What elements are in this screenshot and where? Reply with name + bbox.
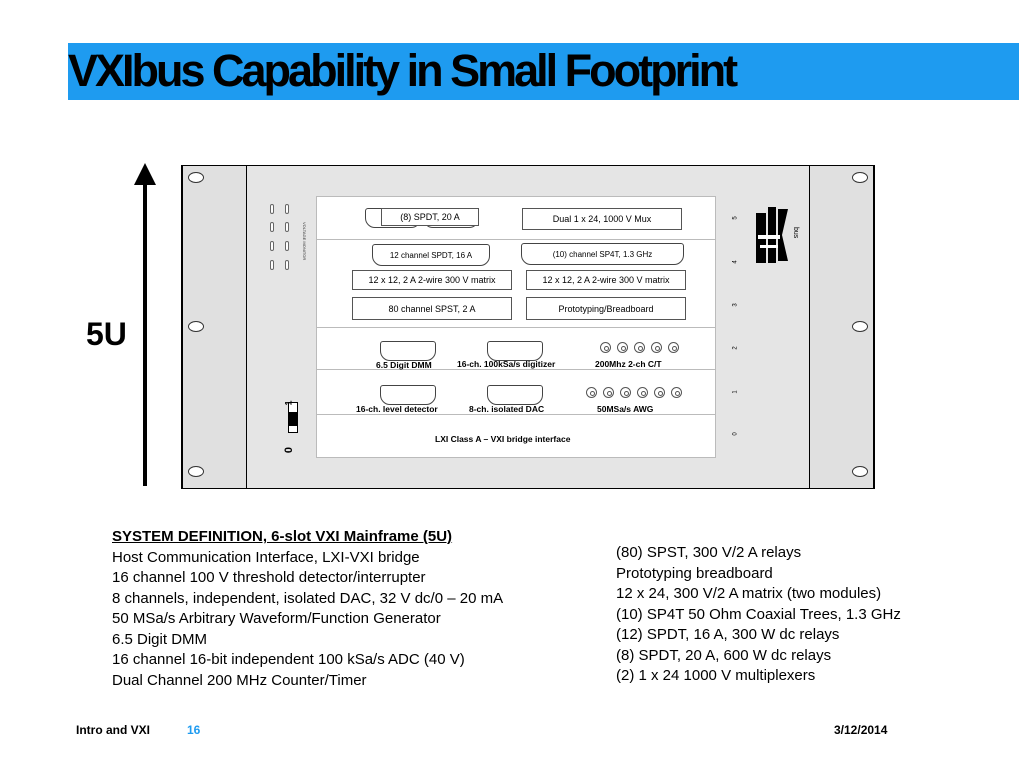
- module-dmm: 6.5 Digit DMM: [376, 360, 432, 370]
- mount-hole-icon: [852, 172, 868, 183]
- module-proto: Prototyping/Breadboard: [526, 297, 686, 320]
- system-item: 8 channels, independent, isolated DAC, 32 V dc/0 – 20 mA: [112, 589, 504, 607]
- mount-hole-icon: [188, 172, 204, 183]
- module-awg: 50MSa/s AWG: [597, 404, 654, 414]
- mount-hole-icon: [188, 321, 204, 332]
- led-icon: [270, 260, 274, 270]
- footer-section-title: Intro and VXI: [76, 723, 151, 737]
- system-item: Dual Channel 200 MHz Counter/Timer: [112, 671, 367, 689]
- dsub-connector-icon: [380, 385, 436, 405]
- height-arrow-line: [143, 180, 147, 486]
- system-definition-heading: SYSTEM DEFINITION, 6-slot VXI Mainframe (5U): [112, 528, 453, 545]
- bnc-connector-icon: [668, 342, 679, 353]
- module-spdt-16a: 12 channel SPDT, 16 A: [372, 244, 490, 266]
- slot-divider: [316, 414, 716, 415]
- dsub-connector-icon: [487, 341, 543, 361]
- slide-title: VXIbus Capability in Small Footprint: [68, 45, 736, 96]
- switch-knob: [289, 412, 297, 426]
- module-dac: 8-ch. isolated DAC: [469, 404, 545, 414]
- bnc-connector-icon: [617, 342, 628, 353]
- bnc-connector-icon: [603, 387, 614, 398]
- module-level-detector: 16-ch. level detector: [356, 404, 438, 414]
- dsub-connector-icon: [380, 341, 436, 361]
- system-item: 50 MSa/s Arbitrary Waveform/Function Generator: [112, 610, 441, 627]
- led-icon: [270, 222, 274, 232]
- relay-item: (10) SP4T 50 Ohm Coaxial Trees, 1.3 GHz: [616, 605, 901, 623]
- bnc-connector-icon: [620, 387, 631, 398]
- relay-item: 12 x 24, 300 V/2 A matrix (two modules): [616, 585, 882, 602]
- power-switch[interactable]: [288, 402, 298, 433]
- led-icon: [270, 204, 274, 214]
- bnc-connector-icon: [600, 342, 611, 353]
- led-icon: [285, 260, 289, 270]
- footer-page-number: 16: [187, 723, 201, 737]
- system-definition: [112, 527, 503, 691]
- footer-date: 3/12/2014: [834, 723, 888, 737]
- relay-item: (2) 1 x 24 1000 V multiplexers: [616, 667, 816, 684]
- slot-divider: [316, 327, 716, 328]
- switch-off-label: 0: [283, 446, 296, 454]
- mount-hole-icon: [852, 466, 868, 477]
- relay-item: (8) SPDT, 20 A, 600 W dc relays: [616, 646, 832, 664]
- module-spst: 80 channel SPST, 2 A: [352, 297, 512, 320]
- right-rack-ear: [809, 165, 874, 489]
- rack-units-label: 5U: [86, 316, 127, 352]
- module-spdt-20a: (8) SPDT, 20 A: [381, 208, 479, 226]
- led-icon: [285, 222, 289, 232]
- relay-item: (80) SPST, 300 V/2 A relays: [616, 544, 802, 561]
- title-bar: [68, 43, 1019, 100]
- slot-number-5: 5: [732, 216, 739, 220]
- slot-number-0: 0: [732, 432, 739, 436]
- module-digitizer: 16-ch. 100kSa/s digitizer: [457, 359, 556, 369]
- relay-item: Prototyping breadboard: [616, 564, 773, 582]
- module-matrix-a: 12 x 12, 2 A 2-wire 300 V matrix: [352, 270, 512, 290]
- system-item: 16 channel 16-bit independent 100 kSa/s ADC (40 V): [112, 651, 465, 668]
- slot-divider: [316, 239, 716, 240]
- slot-number-4: 4: [732, 260, 739, 264]
- slot-number-2: 2: [732, 346, 739, 350]
- slot-number-3: 3: [732, 303, 739, 307]
- slot-number-1: 1: [732, 390, 739, 394]
- left-rack-ear: [182, 165, 247, 489]
- led-icon: [270, 241, 274, 251]
- relay-item: (12) SPDT, 16 A, 300 W dc relays: [616, 626, 840, 643]
- module-bridge: LXI Class A – VXI bridge interface: [435, 434, 571, 444]
- module-matrix-b: 12 x 12, 2 A 2-wire 300 V matrix: [526, 270, 686, 290]
- voltage-monitor-label: VOLTAGE MONITOR: [302, 222, 307, 261]
- bnc-connector-icon: [634, 342, 645, 353]
- bnc-connector-icon: [637, 387, 648, 398]
- dsub-connector-icon: [487, 385, 543, 405]
- module-counter: 200Mhz 2-ch C/T: [595, 359, 662, 369]
- bnc-connector-icon: [654, 387, 665, 398]
- bnc-connector-icon: [671, 387, 682, 398]
- switch-on-label: 1: [283, 400, 294, 406]
- svg-text:bus: bus: [792, 227, 799, 239]
- system-item: 16 channel 100 V threshold detector/interrupter: [112, 569, 426, 586]
- system-item: Host Communication Interface, LXI-VXI bridge: [112, 548, 420, 566]
- system-item: 6.5 Digit DMM: [112, 630, 208, 648]
- module-mux: Dual 1 x 24, 1000 V Mux: [522, 208, 682, 230]
- vxibus-logo-icon: [754, 205, 800, 267]
- led-icon: [285, 241, 289, 251]
- module-sp4t: (10) channel SP4T, 1.3 GHz: [521, 243, 684, 265]
- mount-hole-icon: [852, 321, 868, 332]
- mount-hole-icon: [188, 466, 204, 477]
- bnc-connector-icon: [586, 387, 597, 398]
- led-icon: [285, 204, 289, 214]
- relay-list: [616, 543, 901, 687]
- bnc-connector-icon: [651, 342, 662, 353]
